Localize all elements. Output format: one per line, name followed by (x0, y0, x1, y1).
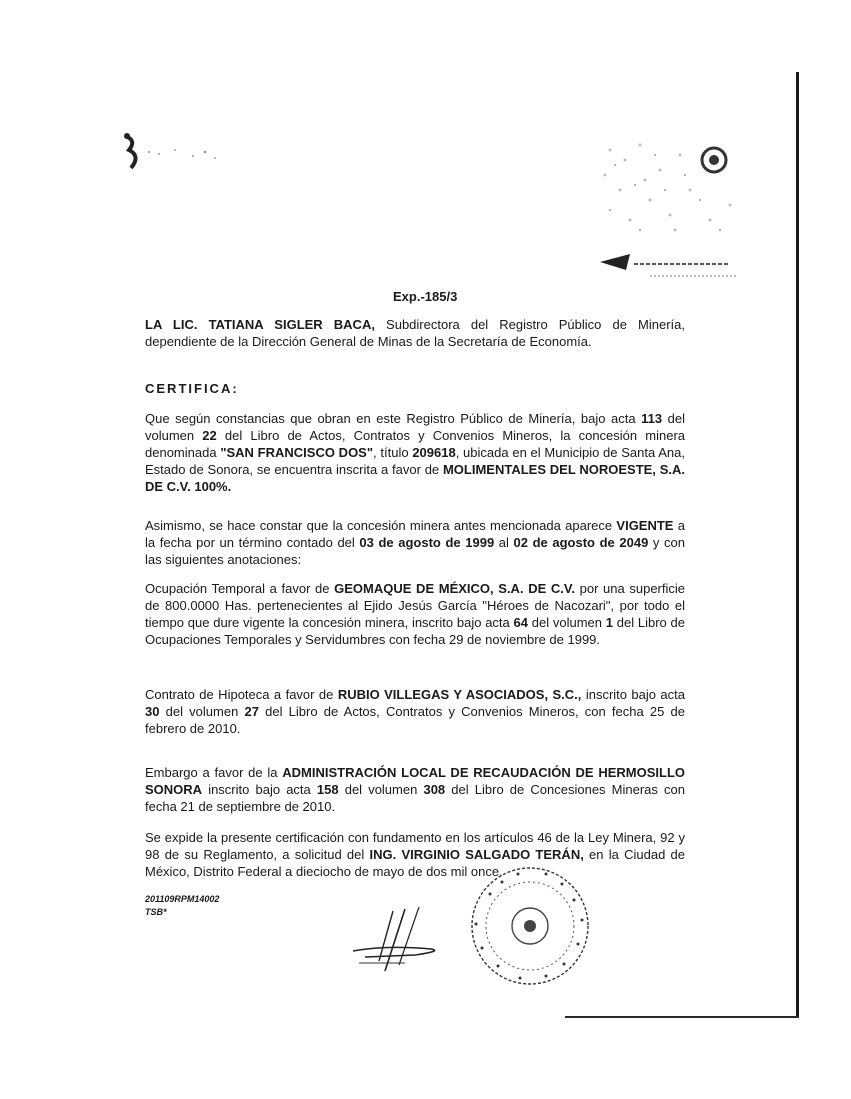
official-stamp-icon (450, 860, 610, 990)
authority-name: ADMINISTRACIÓN LOCAL DE RECAUDACIÓN DE HERMOSILLO SONORA (145, 765, 685, 797)
text-run: del Libro de Actos, Contratos y Convenios Mineros, con fecha 25 de febrero de 2010. (145, 704, 685, 736)
text-run: inscrito bajo acta (202, 782, 317, 797)
text-run: Asimismo, se hace constar que la concesión minera antes mencionada aparece (145, 518, 617, 533)
text-run: Ocupación Temporal a favor de (145, 581, 335, 596)
reference-block (145, 893, 219, 919)
text-run: Que según constancias que obran en este Registro Público de Minería, bajo acta (145, 411, 642, 426)
scan-mark-icon (115, 130, 225, 180)
reference-initials: TSB* (145, 907, 167, 917)
embargo-paragraph (145, 764, 685, 815)
text-run: y con las siguientes anotaciones: (145, 535, 685, 567)
text-run: del volumen (159, 704, 245, 719)
signer-title: Subdirectora del Registro Público de Minería, dependiente de la Dirección General de Minas de la Secretaría de Economía. (145, 317, 685, 349)
holder-name: MOLIMENTALES DEL NOROESTE, S.A. DE C.V. 100%. (145, 462, 686, 494)
concession-paragraph (145, 410, 685, 495)
start-date: 03 de agosto de 1999 (359, 535, 495, 550)
volume-number: 27 (244, 704, 259, 719)
text-run: inscrito bajo acta (581, 687, 686, 702)
volume-number: 1 (605, 615, 614, 630)
occupant-name: GEOMAQUE DE MÉXICO, S.A. DE C.V. (334, 581, 575, 596)
text-run: del volumen (338, 782, 424, 797)
signature-icon (345, 905, 465, 985)
creditor-name: RUBIO VILLEGAS Y ASOCIADOS, S.C., (337, 687, 582, 702)
text-run: Embargo a favor de la (145, 765, 283, 780)
text-run: del Libro de Actos, Contratos y Convenios Mineros, la concesión minera denominada (145, 428, 686, 460)
signer-name: LA LIC. TATIANA SIGLER BACA, (145, 317, 375, 332)
volume-number: 22 (202, 428, 217, 443)
text-run: del volumen (528, 615, 606, 630)
header-paragraph (145, 316, 685, 350)
reference-code: 201109RPM14002 (145, 894, 220, 904)
certifica-heading: CERTIFICA: (145, 381, 239, 396)
text-run: Se expide la presente certificación con fundamento en los artículos 46 de la Ley Minera, 92 y 98 de su Reglamento, a solicitud del (145, 830, 685, 862)
text-run: Contrato de Hipoteca a favor de (145, 687, 338, 702)
text-run: del Libro de Ocupaciones Temporales y Servidumbres con fecha 29 de noviembre de 1999. (145, 615, 685, 647)
text-run: , título (373, 445, 413, 460)
page-edge-rule (796, 72, 799, 1018)
occupation-paragraph (145, 580, 685, 648)
validity-paragraph (145, 517, 685, 568)
title-number: 209618 (412, 445, 456, 460)
text-run: del volumen (145, 411, 685, 443)
government-seal-icon (590, 130, 740, 290)
acta-number: 158 (316, 782, 339, 797)
status-vigente: VIGENTE (616, 518, 674, 533)
concession-name: "SAN FRANCISCO DOS" (220, 445, 374, 460)
text-run: del Libro de Concesiones Mineras con fecha 21 de septiembre de 2010. (145, 782, 685, 814)
text-run: , ubicada en el Municipio de Santa Ana, Estado de Sonora, se encuentra inscrita a favor de (145, 445, 685, 477)
requester-name: ING. VIRGINIO SALGADO TERÁN, (369, 847, 584, 862)
mortgage-paragraph (145, 686, 685, 737)
expedient-number: Exp.-185/3 (393, 289, 458, 304)
text-run: por una superficie de 800.0000 Has. pertenecientes al Ejido Jesús García "Héroes de Nacozari", por todo el tiempo que dure vigente la concesión minera, inscrito bajo acta (145, 581, 686, 630)
acta-number: 64 (513, 615, 529, 630)
acta-number: 113 (641, 411, 663, 426)
acta-number: 30 (145, 704, 160, 719)
text-run: en la Ciudad de México, Distrito Federal a dieciocho de mayo de dos mil once. (145, 847, 685, 879)
end-date: 02 de agosto de 2049 (513, 535, 649, 550)
text-run: al (494, 535, 514, 550)
text-run: a la fecha por un término contado del (145, 518, 686, 550)
volume-number: 308 (423, 782, 446, 797)
bottom-rule (565, 1016, 799, 1018)
